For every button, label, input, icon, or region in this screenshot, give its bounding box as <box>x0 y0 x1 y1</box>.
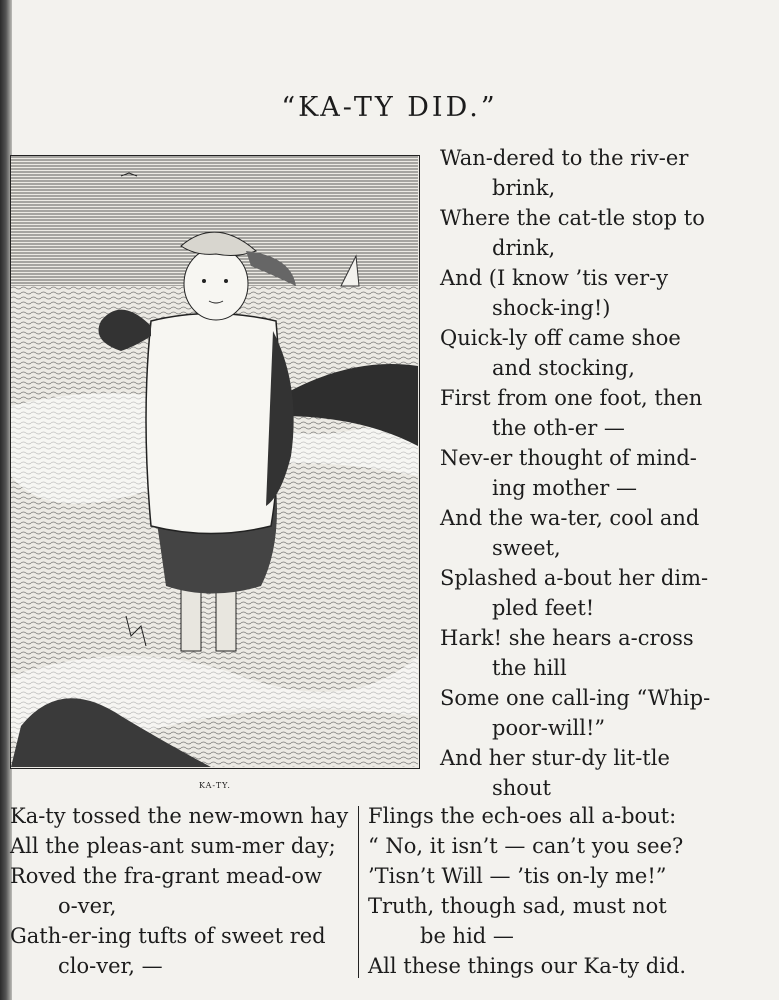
verse-line: And (I know ’tis ver-y <box>440 266 669 290</box>
page-title: “KA-TY DID.” <box>281 92 498 123</box>
verse-line: And her stur-dy lit-tle <box>440 746 670 770</box>
verse-line: the oth-er — <box>492 416 625 440</box>
verse-line: Wan-dered to the riv-er <box>440 146 689 170</box>
verse-line: shout <box>492 776 551 800</box>
verse-line: And the wa-ter, cool and <box>440 506 700 530</box>
verse-left-column <box>10 801 355 981</box>
illustration-katy-wading <box>10 155 420 769</box>
verse-line: be hid — <box>420 924 514 948</box>
verse-line: Splashed a-bout her dim- <box>440 566 709 590</box>
verse-line: All the pleas-ant sum-mer day; <box>10 834 336 858</box>
verse-right-bottom-column <box>368 801 768 981</box>
verse-line: “ No, it isn’t — can’t you see? <box>368 834 684 858</box>
verse-line: All these things our Ka-ty did. <box>368 954 687 978</box>
verse-line: First from one foot, then <box>440 386 703 410</box>
verse-line: Hark! she hears a-cross <box>440 626 694 650</box>
verse-line: sweet, <box>492 536 561 560</box>
illustration-caption: KA-TY. <box>199 781 231 790</box>
verse-line: poor-will!” <box>492 716 606 740</box>
verse-line: Quick-ly off came shoe <box>440 326 681 350</box>
verse-line: the hill <box>492 656 567 680</box>
verse-line: pled feet! <box>492 596 595 620</box>
verse-line: o-ver, <box>58 894 117 918</box>
verse-line: brink, <box>492 176 556 200</box>
verse-line: Ka-ty tossed the new-mown hay <box>10 804 349 828</box>
verse-line: drink, <box>492 236 556 260</box>
verse-line: ’Tisn’t Will — ’tis on-ly me!” <box>368 864 667 888</box>
verse-line: Nev-er thought of mind- <box>440 446 697 470</box>
verse-line: Some one call-ing “Whip- <box>440 686 711 710</box>
verse-line: and stocking, <box>492 356 635 380</box>
verse-line: Flings the ech-oes all a-bout: <box>368 804 677 828</box>
verse-line: Roved the fra-grant mead-ow <box>10 864 323 888</box>
verse-line: Gath-er-ing tufts of sweet red <box>10 924 326 948</box>
verse-line: ing mother — <box>492 476 638 500</box>
verse-line: clo-ver, — <box>58 954 163 978</box>
column-divider <box>358 806 359 978</box>
verse-right-column <box>440 143 770 803</box>
verse-line: Truth, though sad, must not <box>368 894 667 918</box>
verse-line: shock-ing!) <box>492 296 611 320</box>
verse-line: Where the cat-tle stop to <box>440 206 705 230</box>
